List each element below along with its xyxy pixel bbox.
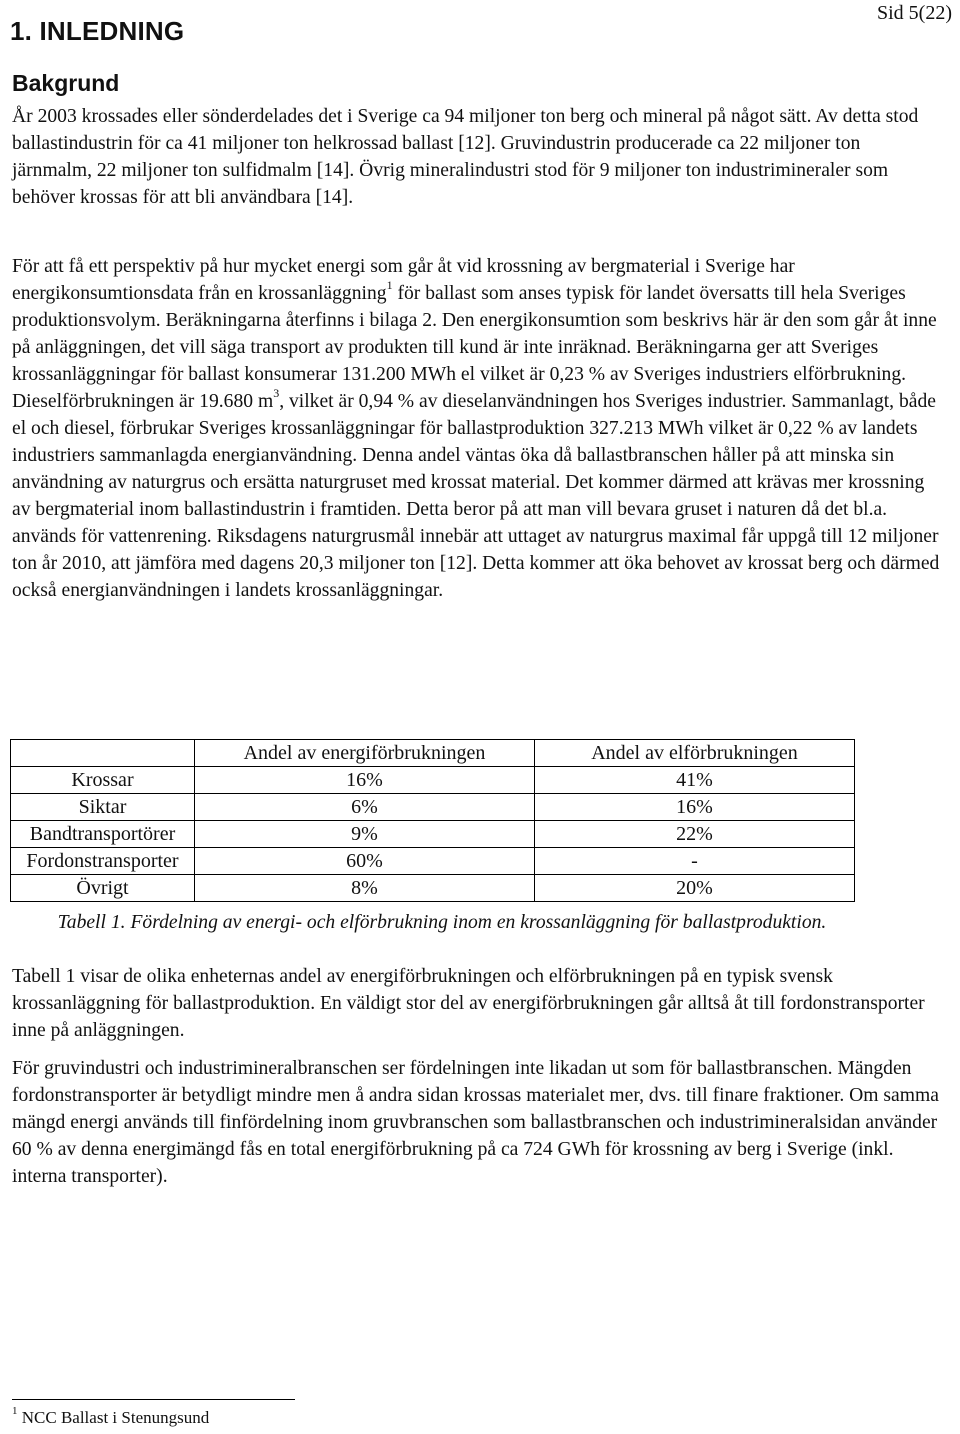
table-cell: 9% <box>195 821 535 848</box>
table-cell: Siktar <box>11 794 195 821</box>
footnote-mark: 1 <box>12 1405 18 1418</box>
chapter-heading: 1. INLEDNING <box>10 16 185 46</box>
footnote-divider <box>12 1399 295 1400</box>
section-heading: Bakgrund <box>12 70 120 96</box>
paragraph-energy-text-a: För att få ett perspektiv på hur mycket energi som går åt vid krossning av bergmaterial i Sverige har energikonsumtionsdata från en krossanläggning <box>12 256 795 304</box>
footnote <box>12 1405 210 1428</box>
table-cell: Fordonstransporter <box>11 848 195 875</box>
table-row <box>11 767 855 794</box>
table-row <box>11 821 855 848</box>
table-caption: Tabell 1. Fördelning av energi- och elförbrukning inom en krossanläggning för ballastproduktion. <box>57 912 827 933</box>
footnote-reference: 1 <box>386 278 393 293</box>
page-number: Sid 5(22) <box>877 2 952 24</box>
table-cell: 8% <box>195 875 535 902</box>
table-cell: Krossar <box>11 767 195 794</box>
paragraph-energy-perspective <box>12 253 942 604</box>
paragraph-background: År 2003 krossades eller sönderdelades det i Sverige ca 94 miljoner ton berg och mineral på något sätt. Av detta stod ballastindustrin för ca 41 miljoner ton helkrossad ballast [12]. Gruvindustrin producerade ca 22 miljoner ton järnmalm, 22 miljoner ton sulfidmalm [14]. Övrig mineralindustri stod för 9 miljoner ton industrimineraler som behöver krossas för att bli användbara [14]. <box>12 106 919 208</box>
paragraph-mining-industry: För gruvindustri och industrimineralbranschen ser fördelningen inte likadan ut som för ballastbranschen. Mängden fordonstransporter är betydligt mindre men å andra sidan krossas materialet mer, dvs. till finare fraktioner. Om samma mängd energi används till finfördelning inom gruvbranschen som ballastbranschen och industrimineralsidan använder 60 % av denna energimängd fås en total energiförbrukning på ca 724 GWh för krossning av berg i Sverige (inkl. interna transporter). <box>12 1058 939 1187</box>
paragraph-energy-text-b: för ballast som anses typisk för landet översatts till hela Sveriges produktionsvolym. Beräkningarna återfinns i bilaga 2. Den energikonsumtion som beskrivs här är den som går åt inne på anläggningen, det vill säga transport av produkten till kund är inte inräknad. Beräkningarna ger att Sveriges krossanläggningar för ballast konsumerar 131.200 MWh el vilket är 0,23 % av Sveriges industriers elförbrukning. Dieselförbrukningen är 19.680 m <box>12 283 937 412</box>
footnote-text: NCC Ballast i Stenungsund <box>17 1408 210 1427</box>
paragraph-table-summary: Tabell 1 visar de olika enheternas andel av energiförbrukningen och elförbrukningen på en typisk svensk krossanläggning för ballastproduktion. En väldigt stor del av energiförbrukningen går alltså åt till fordonstransporter inne på anläggningen. <box>12 966 925 1041</box>
table-cell: - <box>535 848 855 875</box>
paragraph-energy-text-c: , vilket är 0,94 % av dieselanvändningen hos Sveriges industrier. Sammanlagt, både el och diesel, förbrukar Sveriges krossanläggningar för ballastproduktion 327.213 MWh vilket är 0,22 % av landets industriers sammanlagda energianvändning. Denna andel väntas öka då ballastbranschen håller på att minska sin användning av naturgrus och ersätta naturgruset med krossat material. Det kommer därmed att krävas mer krossning av bergmaterial inom ballastindustrin i framtiden. Detta beror på att man vill bevara gruset i naturen då det bl.a. används för vattenrening. Riksdagens naturgrusmål innebär att uttaget av naturgrus maximal får uppgå till 12 miljoner ton år 2010, att jämföra med dagens 20,3 miljoner ton [12]. Detta kommer att öka behovet av krossat berg och därmed också energianvändningen i landets krossanläggningar. <box>12 391 940 601</box>
unit-superscript: 3 <box>273 386 280 401</box>
table-row <box>11 848 855 875</box>
table-header-cell: Andel av elförbrukningen <box>535 740 855 767</box>
table-row <box>11 794 855 821</box>
table-cell: Bandtransportörer <box>11 821 195 848</box>
table-cell: 60% <box>195 848 535 875</box>
table-cell: 6% <box>195 794 535 821</box>
table-cell: Övrigt <box>11 875 195 902</box>
table-header-row <box>11 740 855 767</box>
energy-distribution-table <box>10 739 855 902</box>
table-cell: 16% <box>195 767 535 794</box>
table-cell: 41% <box>535 767 855 794</box>
table-cell: 22% <box>535 821 855 848</box>
table-cell: 20% <box>535 875 855 902</box>
table-row <box>11 875 855 902</box>
table-header-cell <box>11 740 195 767</box>
table-header-cell: Andel av energiförbrukningen <box>195 740 535 767</box>
table-cell: 16% <box>535 794 855 821</box>
